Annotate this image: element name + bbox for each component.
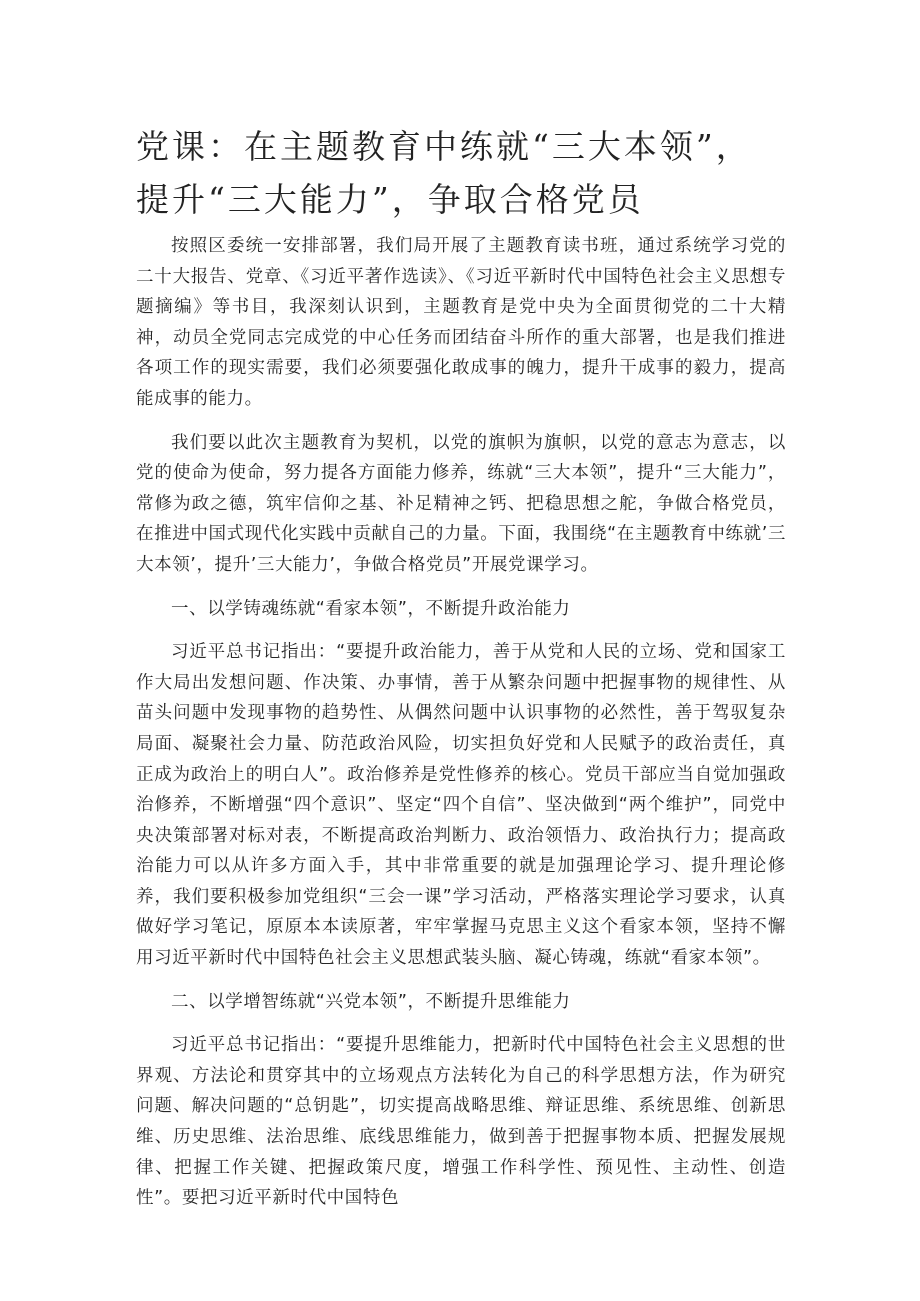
intro-paragraph-1: 按照区委统一安排部署，我们局开展了主题教育读书班，通过系统学习党的二十大报告、党章、《习近平著作选读》、《习近平新时代中国特色社会主义思想专题摘编》等书目，我深刻认识到，主题教育是党中央为全面贯彻党的二十大精神，动员全党同志完成党的中心任务而团结奋斗所作的重大部署，也是我们推进各项工作的现实需要，我们必须要强化敢成事的魄力，提升干成事的毅力，提高能成事的能力。	[136, 236, 786, 409]
section-1-heading: 一、以学铸魂练就“看家本领”，不断提升政治能力	[171, 598, 571, 619]
section-2-heading: 二、以学增智练就“兴党本领”，不断提升思维能力	[171, 991, 571, 1012]
document-title: 党课：在主题教育中练就“三大本领”，提升“三大能力”，争取合格党员	[136, 127, 752, 219]
document-body	[136, 231, 786, 1227]
intro-paragraph-2: 我们要以此次主题教育为契机，以党的旗帜为旗帜，以党的意志为意志，以党的使命为使命，努力提各方面能力修养，练就“三大本领”，提升“三大能力”，常修为政之德，筑牢信仰之基、补足精神之钙、把稳思想之舵，争做合格党员，在推进中国式现代化实践中贡献自己的力量。下面，我围绕“在主题教育中练就’三大本领’，提升’三大能力’，争做合格党员”开展党课学习。	[136, 432, 786, 575]
section-1-paragraph: 习近平总书记指出：“要提升政治能力，善于从党和人民的立场、党和国家工作大局出发想问题、作决策、办事情，善于从繁杂问题中把握事物的规律性、从苗头问题中发现事物的趋势性、从偶然问题中认识事物的必然性，善于驾驭复杂局面、凝聚社会力量、防范政治风险，切实担负好党和人民赋予的政治责任，真正成为政治上的明白人”。政治修养是党性修养的核心。党员干部应当自觉加强政治修养，不断增强“四个意识”、坚定“四个自信”、坚决做到“两个维护”，同党中央决策部署对标对表，不断提高政治判断力、政治领悟力、政治执行力；提高政治能力可以从许多方面入手，其中非常重要的就是加强理论学习、提升理论修养，我们要积极参加党组织“三会一课”学习活动，严格落实理论学习要求，认真做好学习笔记，原原本本读原著，牢牢掌握马克思主义这个看家本领，坚持不懈用习近平新时代中国特色社会主义思想武装头脑、凝心铸魂，练就“看家本领”。	[136, 642, 786, 969]
section-2-paragraph: 习近平总书记指出：“要提升思维能力，把新时代中国特色社会主义思想的世界观、方法论和贯穿其中的立场观点方法转化为自己的科学思想方法，作为研究问题、解决问题的“总钥匙”，切实提高战略思维、辩证思维、系统思维、创新思维、历史思维、法治思维、底线思维能力，做到善于把握事物本质、把握发展规律、把握工作关键、把握政策尺度，增强工作科学性、预见性、主动性、创造性”。要把习近平新时代中国特色	[136, 1035, 786, 1209]
